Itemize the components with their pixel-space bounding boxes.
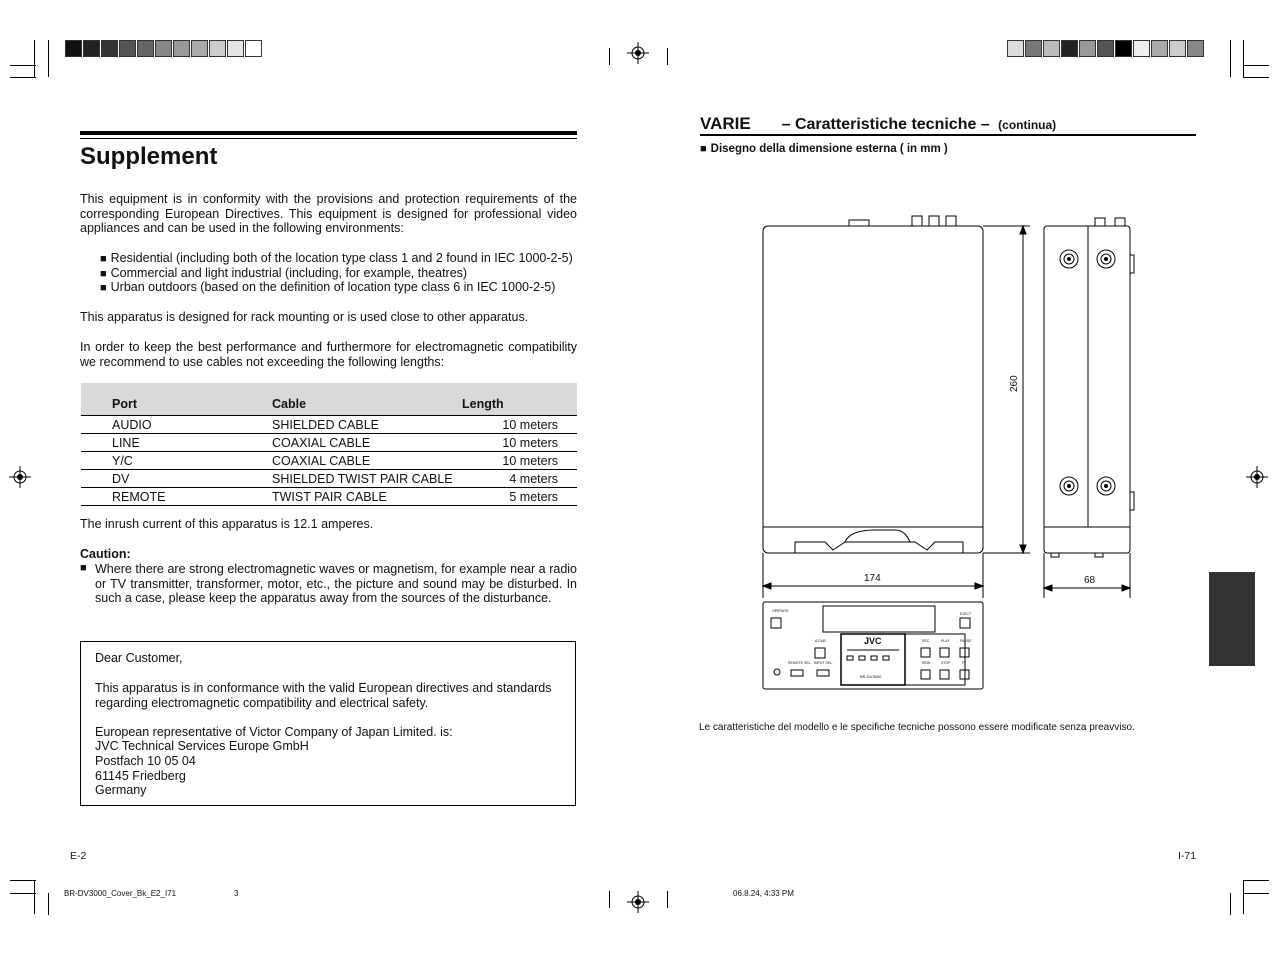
model-label: BR-DV3000 xyxy=(860,674,882,679)
dimension-drawing xyxy=(755,210,1145,700)
section-rule xyxy=(700,134,1196,136)
section-tab-marker xyxy=(1209,572,1255,666)
print-timestamp: 06.8.24, 4:33 PM xyxy=(733,889,794,898)
eject-label: EJECT xyxy=(960,612,972,616)
cable-note: In order to keep the best performance and furthermore for electromagnetic compatibility we recommend to use cables not exceeding the following lengths: xyxy=(80,340,577,369)
table-row xyxy=(81,416,577,434)
input-sel-label: INPUT SEL. xyxy=(814,661,833,665)
column-header-port: Port xyxy=(81,383,272,416)
length-cell: 10 meters xyxy=(462,416,577,434)
address-line: JVC Technical Services Europe GmbH xyxy=(95,739,309,753)
address-line: 61145 Friedberg xyxy=(95,769,186,783)
adub-label: A.DUB xyxy=(815,639,826,643)
page-number-right: I-71 xyxy=(1178,850,1197,862)
table-row xyxy=(81,488,577,506)
cable-cell: COAXIAL CABLE xyxy=(272,434,462,452)
cable-cell: TWIST PAIR CABLE xyxy=(272,488,462,506)
caution-bullet-icon: ■ xyxy=(80,562,87,574)
color-calibration-bar-right xyxy=(1007,40,1205,57)
section-subtitle: – Caratteristiche tecniche – xyxy=(781,116,990,133)
width-dimension-label: 174 xyxy=(864,573,881,584)
file-label: BR-DV3000_Cover_Bk_E2_I71 xyxy=(64,889,177,898)
cable-cell: SHIELDED TWIST PAIR CABLE xyxy=(272,470,462,488)
rec-label: REC xyxy=(922,639,930,643)
page-title: Supplement xyxy=(80,143,218,170)
table-row xyxy=(81,470,577,488)
depth-dimension-label: 68 xyxy=(1084,575,1096,586)
ff-label: FF xyxy=(962,661,967,665)
cable-cell: SHIELDED CABLE xyxy=(272,416,462,434)
cable-length-table xyxy=(81,383,577,506)
registration-mark-icon xyxy=(627,42,649,64)
length-cell: 5 meters xyxy=(462,488,577,506)
inrush-current-note: The inrush current of this apparatus is 12.1 amperes. xyxy=(80,517,374,531)
address-line: Postfach 10 05 04 xyxy=(95,754,196,768)
port-cell: LINE xyxy=(81,434,272,452)
column-header-cable: Cable xyxy=(272,383,462,416)
top-view-outline xyxy=(763,226,983,553)
section-header xyxy=(700,114,1056,134)
title-rule-thick xyxy=(80,131,577,135)
environment-item: ■ Residential (including both of the location type class 1 and 2 found in IEC 1000-2-5) xyxy=(100,251,573,265)
page-number-left: E-2 xyxy=(70,850,87,862)
table-row xyxy=(81,452,577,470)
length-cell: 4 meters xyxy=(462,470,577,488)
conformance-statement: This apparatus is in conformance with the valid European directives and standards regarding electromagnetic compatibility and electrical safety. xyxy=(95,681,552,710)
port-cell: DV xyxy=(81,470,272,488)
pause-label: PAUSE xyxy=(960,639,972,643)
specification-footnote: Le caratteristiche del modello e le specifiche tecniche possono essere modificate senza preavviso. xyxy=(699,722,1135,733)
play-label: PLAY xyxy=(941,639,950,643)
heading-bullet-icon: ■ xyxy=(700,143,707,155)
rew-label: REW xyxy=(922,661,931,665)
customer-notice-box xyxy=(80,641,576,806)
stop-label: STOP xyxy=(941,661,951,665)
table-header-row xyxy=(81,383,577,416)
color-calibration-bar-left xyxy=(65,40,263,57)
address-line: Germany xyxy=(95,783,147,797)
length-cell: 10 meters xyxy=(462,452,577,470)
port-cell: Y/C xyxy=(81,452,272,470)
title-rule-thin xyxy=(80,138,577,139)
drawing-heading xyxy=(700,143,948,155)
section-title: VARIE xyxy=(700,114,751,133)
operate-label: OPERATE xyxy=(772,609,789,613)
remote-sel-label: REMOTE SEL. xyxy=(788,661,812,665)
length-cell: 10 meters xyxy=(462,434,577,452)
registration-mark-icon xyxy=(1246,466,1268,488)
side-view-outline xyxy=(1044,226,1130,553)
environment-item: ■ Urban outdoors (based on the definition of location type class 6 in IEC 1000-2-5) xyxy=(100,280,556,294)
rack-note: This apparatus is designed for rack mounting or is used close to other apparatus. xyxy=(80,310,529,324)
registration-mark-icon xyxy=(9,466,31,488)
customer-greeting: Dear Customer, xyxy=(95,651,183,665)
intro-paragraph: This equipment is in conformity with the provisions and protection requirements of the corresponding European Directives. This equipment is designed for professional video appliances and can be used in the following environments: xyxy=(80,192,577,236)
caution-heading: Caution: xyxy=(80,547,131,561)
port-cell: AUDIO xyxy=(81,416,272,434)
caution-text: Where there are strong electromagnetic waves or magnetism, for example near a radio or TV transmitter, transformer, motor, etc., the picture and sound may be disturbed. In such a case, please keep the apparatus away from the sources of the disturbance. xyxy=(95,562,577,606)
height-dimension-label: 260 xyxy=(1009,375,1020,392)
environment-item: ■ Commercial and light industrial (including, for example, theatres) xyxy=(100,266,468,280)
column-header-length: Length xyxy=(462,383,577,416)
sheet-number: 3 xyxy=(234,889,239,898)
brand-logo: JVC xyxy=(864,636,882,646)
representative-intro: European representative of Victor Company of Japan Limited. is: xyxy=(95,725,453,739)
registration-mark-icon xyxy=(627,891,649,913)
table-row xyxy=(81,434,577,452)
continued-label: (continua) xyxy=(998,118,1057,132)
cable-cell: COAXIAL CABLE xyxy=(272,452,462,470)
drawing-heading-text: Disegno della dimensione esterna ( in mm ) xyxy=(710,143,948,155)
port-cell: REMOTE xyxy=(81,488,272,506)
